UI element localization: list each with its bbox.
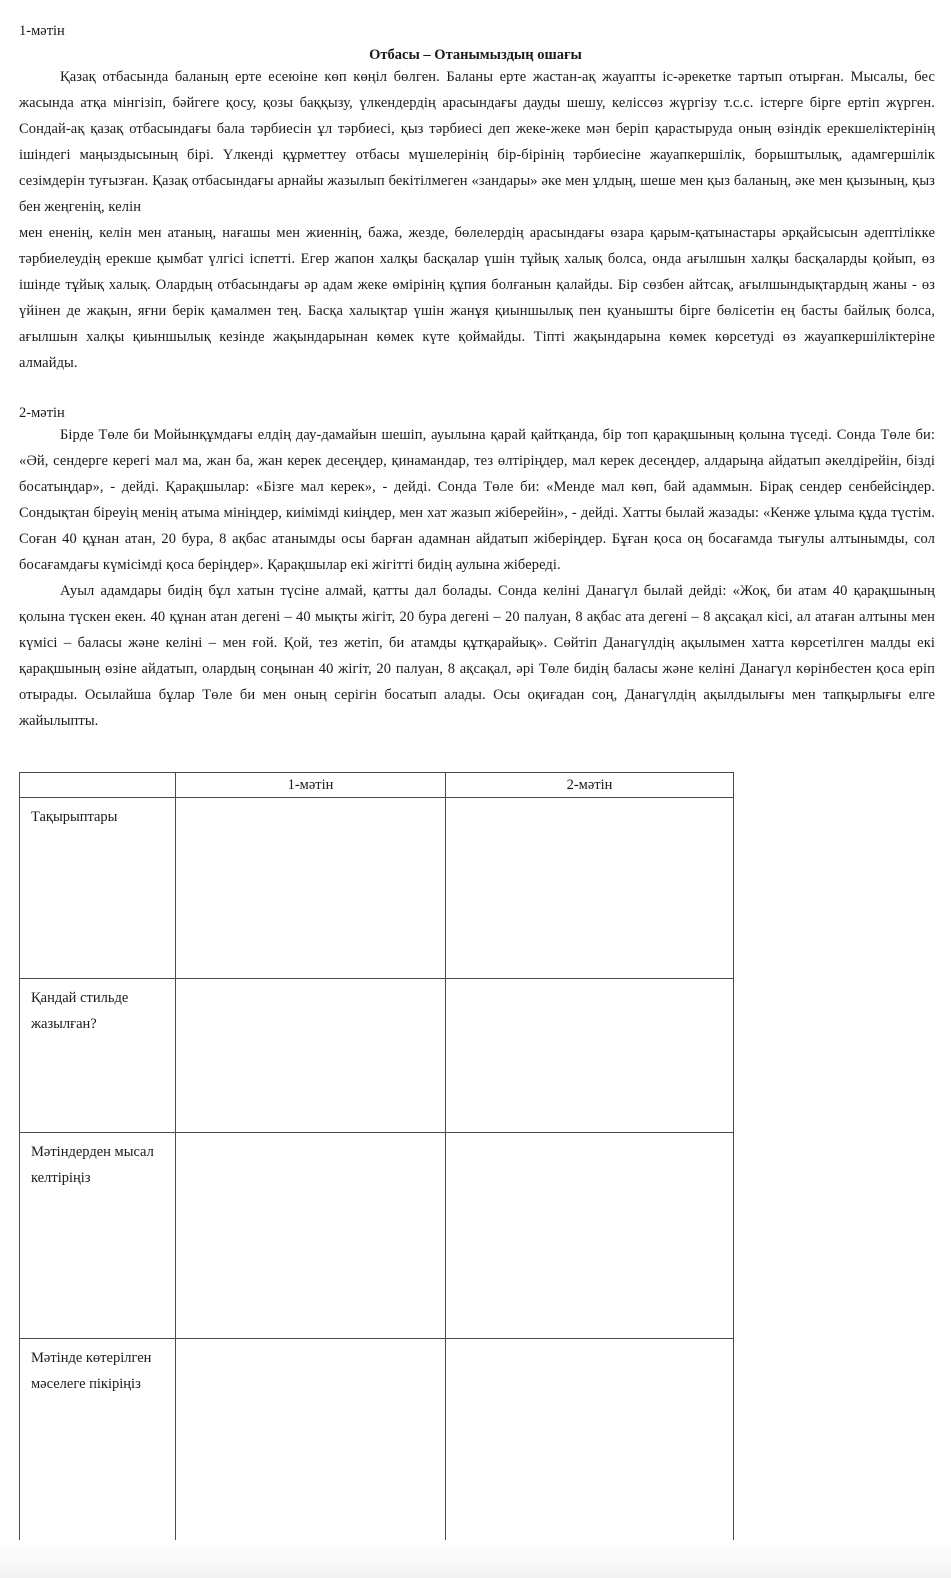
answer-cell-text1-opinion[interactable] — [176, 1339, 446, 1544]
answer-cell-text2-examples[interactable] — [446, 1133, 734, 1339]
answer-cell-text2-style[interactable] — [446, 979, 734, 1133]
text2-paragraph-1: Бірде Төле би Мойынқұмдағы елдің дау-дамайын шешіп, ауылына қарай қайтқанда, бір топ қарақшының қолына түседі. Сонда Төле би: «Әй, сендерге керегі мал ма, жан ба, жан керек десеңдер, қинамандар, тез өлтіріңдер, мал керек десеңдер, алдарыңа айдатып әкелдірейін, бізді босатыңдар», - дейді. Қарақшылар: «Бізге мал керек», - дейді. Сонда Төле би: «Менде мал көп, бай адаммын. Бірақ сендер сенбейсіңдер. Сондықтан біреуің менің атыма мініңдер, киімімді киіңдер, мен хат жазып жіберейін», - дейді. Хатты былай жазады: «Кенже ұлыма құда түстім. Соған 40 құнан атан, 20 бура, 8 ақбас атанымды осы барған адамнан айдатып жіберіңдер. Бұған қоса оң босағамда тығулы алтынымды, сол босағамдағы күмісімді қоса беріңдер». Қарақшылар екі жігітті бидің аулына жібереді. — [19, 427, 935, 573]
row-label-examples: Мәтіндерден мысал келтіріңіз — [20, 1133, 176, 1339]
text2-body — [19, 422, 935, 734]
table-row — [20, 979, 734, 1133]
answer-cell-text1-style[interactable] — [176, 979, 446, 1133]
table-row — [20, 1133, 734, 1339]
row-label-opinion: Мәтінде көтерілген мәселеге пікіріңіз — [20, 1339, 176, 1544]
table-row — [20, 1339, 734, 1544]
text1-label: 1-мәтін — [19, 23, 65, 39]
text1-body — [19, 64, 935, 376]
answer-cell-text2-topics[interactable] — [446, 798, 734, 979]
column-header-text2: 2-мәтін — [446, 773, 734, 798]
table-header-row — [20, 773, 734, 798]
text1-paragraph-continued: мен ененің, келін мен атаның, нағашы мен жиеннің, бажа, жезде, бөлелердің арасындағы өзара қарым-қатынастары әрқайсысын әдептілікке тәрбиелеудің ерекше қымбат үлгісі іспетті. Егер жапон халқы басқалар үшін тұйық халық болса, онда ағылшын халқы басқаларды қойып, өз ішінде тұйық халық. Олардың отбасындағы әр адам жеке өмірінің құпия болғанын қалайды. Бір сөзбен айтсақ, ағылшындықтардың жаны - өз үйінен де жақын, яғни берік қамалмен тең. Басқа халықтар үшін жанұя қиыншылық пен қуанышты бірге бөлісетін ең басты байлық болса, ағылшын халқы қиыншылық кезінде жақындарынан көмек күте қоймайды. Тіпті жақындарына көмек көрсетуді өз жауапкершіліктеріне алмайды. — [19, 225, 935, 371]
comparison-table — [19, 772, 734, 1544]
answer-cell-text1-examples[interactable] — [176, 1133, 446, 1339]
text2-label: 2-мәтін — [19, 405, 65, 421]
row-label-topics: Тақырыптары — [20, 798, 176, 979]
page-bottom-shadow — [0, 1540, 951, 1578]
text1-paragraph: Қазақ отбасында баланың ерте есеюіне көп көңіл бөлген. Баланы ерте жастан-ақ жауапты іс-әрекетке тартып отырған. Мысалы, бес жасында атқа мінгізіп, бәйгеге қосу, қозы баққызу, үлкендердің арасындағы дауды шешу, келіссөз жүргізу т.с.с. істерге бірге ертіп жүрген. Сондай-ақ қазақ отбасындағы бала тәрбиесін ұл тәрбиесі, қыз тәрбиесі деп жеке-жеке мән беріп қарастыруда оның өзіндік ерекшеліктерінің ішіндегі маңыздысының бірі. Үлкенді құрметтеу отбасы мүшелерінің бір-бірінің тәрбиесіне жауапкершілік, борыштылық, адамгершілік сезімдерін туғызған. Қазақ отбасындағы арнайы жазылып бекітілмеген «зандары» әке мен ұлдың, шеше мен қыз баланың, әке мен қызының, қыз бен жеңгенің, келін — [19, 69, 935, 215]
table-row — [20, 798, 734, 979]
row-label-style: Қандай стильде жазылған? — [20, 979, 176, 1133]
answer-cell-text2-opinion[interactable] — [446, 1339, 734, 1544]
table-corner-cell — [20, 773, 176, 798]
column-header-text1: 1-мәтін — [176, 773, 446, 798]
answer-cell-text1-topics[interactable] — [176, 798, 446, 979]
text2-paragraph-2: Ауыл адамдары бидің бұл хатын түсіне алмай, қатты дал болады. Сонда келіні Данагүл былай дейді: «Жоқ, би атам 40 қарақшының қолына түскен екен. 40 құнан атан дегені – 40 мықты жігіт, 20 бура дегені – 20 палуан, 8 ақбас ата дегені – 8 ақсақал кісі, ал атаған алтыны мен күмісі – баласы және келіні – мен ғой. Қой, тез жетіп, би атамды құтқарайық». Сөйтіп Данагүлдің ақылымен хатта көрсетілген малды екі қарақшының өзіне айдатып, олардың соңынан 40 жігіт, 20 палуан, 8 ақсақал, әрі Төле бидің баласы және келіні Данагүл көрінбестен қоса еріп отырады. Осылайша бұлар Төле би мен оның серігін босатып алады. Осы оқиғадан соң, Данагүлдің ақылдылығы мен тапқырлығы елге жайылыпты. — [19, 583, 935, 729]
document-title: Отбасы – Отанымыздың ошағы — [369, 47, 582, 63]
